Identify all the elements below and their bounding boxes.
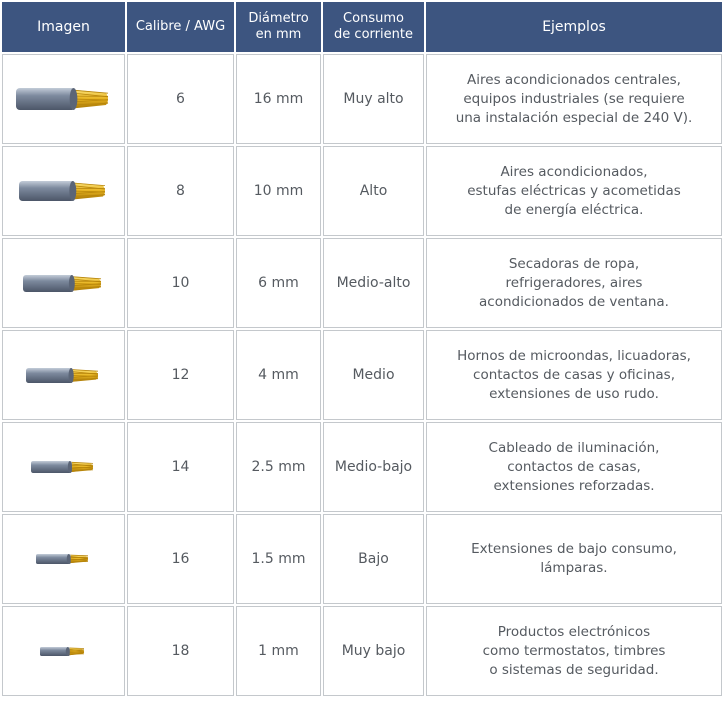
example-line: extensiones reforzadas. <box>493 477 655 494</box>
example-line: Productos electrónicos <box>497 623 651 640</box>
row-diameter: 4 mm <box>236 330 321 420</box>
cable-icon <box>34 550 94 568</box>
header-image: Imagen <box>2 2 125 52</box>
example-line: contactos de casas y oficinas, <box>473 366 675 383</box>
thick-cable-icon <box>14 84 114 114</box>
table-row <box>2 54 722 144</box>
row-consumption: Medio-bajo <box>323 422 424 512</box>
row-gauge: 14 <box>127 422 234 512</box>
row-diameter: 6 mm <box>236 238 321 328</box>
header-diameter <box>236 2 321 52</box>
thin-cable-icon <box>38 643 90 660</box>
row-examples <box>426 422 722 512</box>
cable-icon <box>29 457 99 477</box>
example-line: Cableado de iluminación, <box>488 439 660 456</box>
header-diameter-line2: en mm <box>255 27 302 42</box>
header-examples: Ejemplos <box>426 2 722 52</box>
header-diameter-line1: Diámetro <box>248 11 309 26</box>
table-row <box>2 606 722 696</box>
example-line: de energía eléctrica. <box>504 201 644 218</box>
row-consumption: Bajo <box>323 514 424 604</box>
row-gauge: 10 <box>127 238 234 328</box>
example-line: Aires acondicionados, <box>500 163 648 180</box>
row-diameter: 10 mm <box>236 146 321 236</box>
row-diameter: 2.5 mm <box>236 422 321 512</box>
table-row <box>2 514 722 604</box>
row-image-cell <box>2 330 125 420</box>
example-line: acondicionados de ventana. <box>479 293 669 310</box>
header-consumption-line1: Consumo <box>343 11 404 26</box>
row-diameter: 1 mm <box>236 606 321 696</box>
row-consumption: Muy bajo <box>323 606 424 696</box>
example-line: Hornos de microondas, licuadoras, <box>457 347 691 364</box>
example-line: como termostatos, timbres <box>482 642 666 659</box>
example-line: Secadoras de ropa, <box>508 255 640 272</box>
row-consumption: Medio <box>323 330 424 420</box>
example-line: refrigeradores, aires <box>505 274 643 291</box>
row-examples <box>426 606 722 696</box>
row-image-cell <box>2 54 125 144</box>
row-image-cell <box>2 146 125 236</box>
header-row <box>2 2 722 52</box>
row-examples <box>426 330 722 420</box>
row-gauge: 16 <box>127 514 234 604</box>
table-row <box>2 238 722 328</box>
table-row <box>2 146 722 236</box>
cable-icon <box>21 271 107 296</box>
row-consumption: Alto <box>323 146 424 236</box>
header-consumption <box>323 2 424 52</box>
example-line: lámparas. <box>540 560 608 576</box>
header-gauge: Calibre / AWG <box>127 2 234 52</box>
row-examples <box>426 514 722 604</box>
row-image-cell <box>2 422 125 512</box>
table-row <box>2 422 722 512</box>
example-line: extensiones de uso rudo. <box>489 385 659 402</box>
row-image-cell <box>2 606 125 696</box>
row-diameter: 1.5 mm <box>236 514 321 604</box>
header-consumption-line2: de corriente <box>334 27 413 42</box>
row-examples <box>426 238 722 328</box>
row-gauge: 18 <box>127 606 234 696</box>
example-line: equipos industriales (se requiere <box>463 90 685 107</box>
row-examples <box>426 54 722 144</box>
row-diameter: 16 mm <box>236 54 321 144</box>
row-consumption: Medio-alto <box>323 238 424 328</box>
example-line: estufas eléctricas y acometidas <box>467 182 681 199</box>
row-gauge: 12 <box>127 330 234 420</box>
example-line: Aires acondicionados centrales, <box>467 71 681 88</box>
example-line: una instalación especial de 240 V). <box>455 109 693 126</box>
row-image-cell <box>2 514 125 604</box>
cable-icon <box>17 177 111 205</box>
row-gauge: 8 <box>127 146 234 236</box>
example-line: contactos de casas, <box>507 458 641 475</box>
row-consumption: Muy alto <box>323 54 424 144</box>
table-row <box>2 330 722 420</box>
cable-icon <box>24 364 104 387</box>
row-image-cell <box>2 238 125 328</box>
example-line: Extensiones de bajo consumo, <box>471 541 677 557</box>
row-gauge: 6 <box>127 54 234 144</box>
example-line: o sistemas de seguridad. <box>489 661 659 678</box>
row-examples <box>426 146 722 236</box>
